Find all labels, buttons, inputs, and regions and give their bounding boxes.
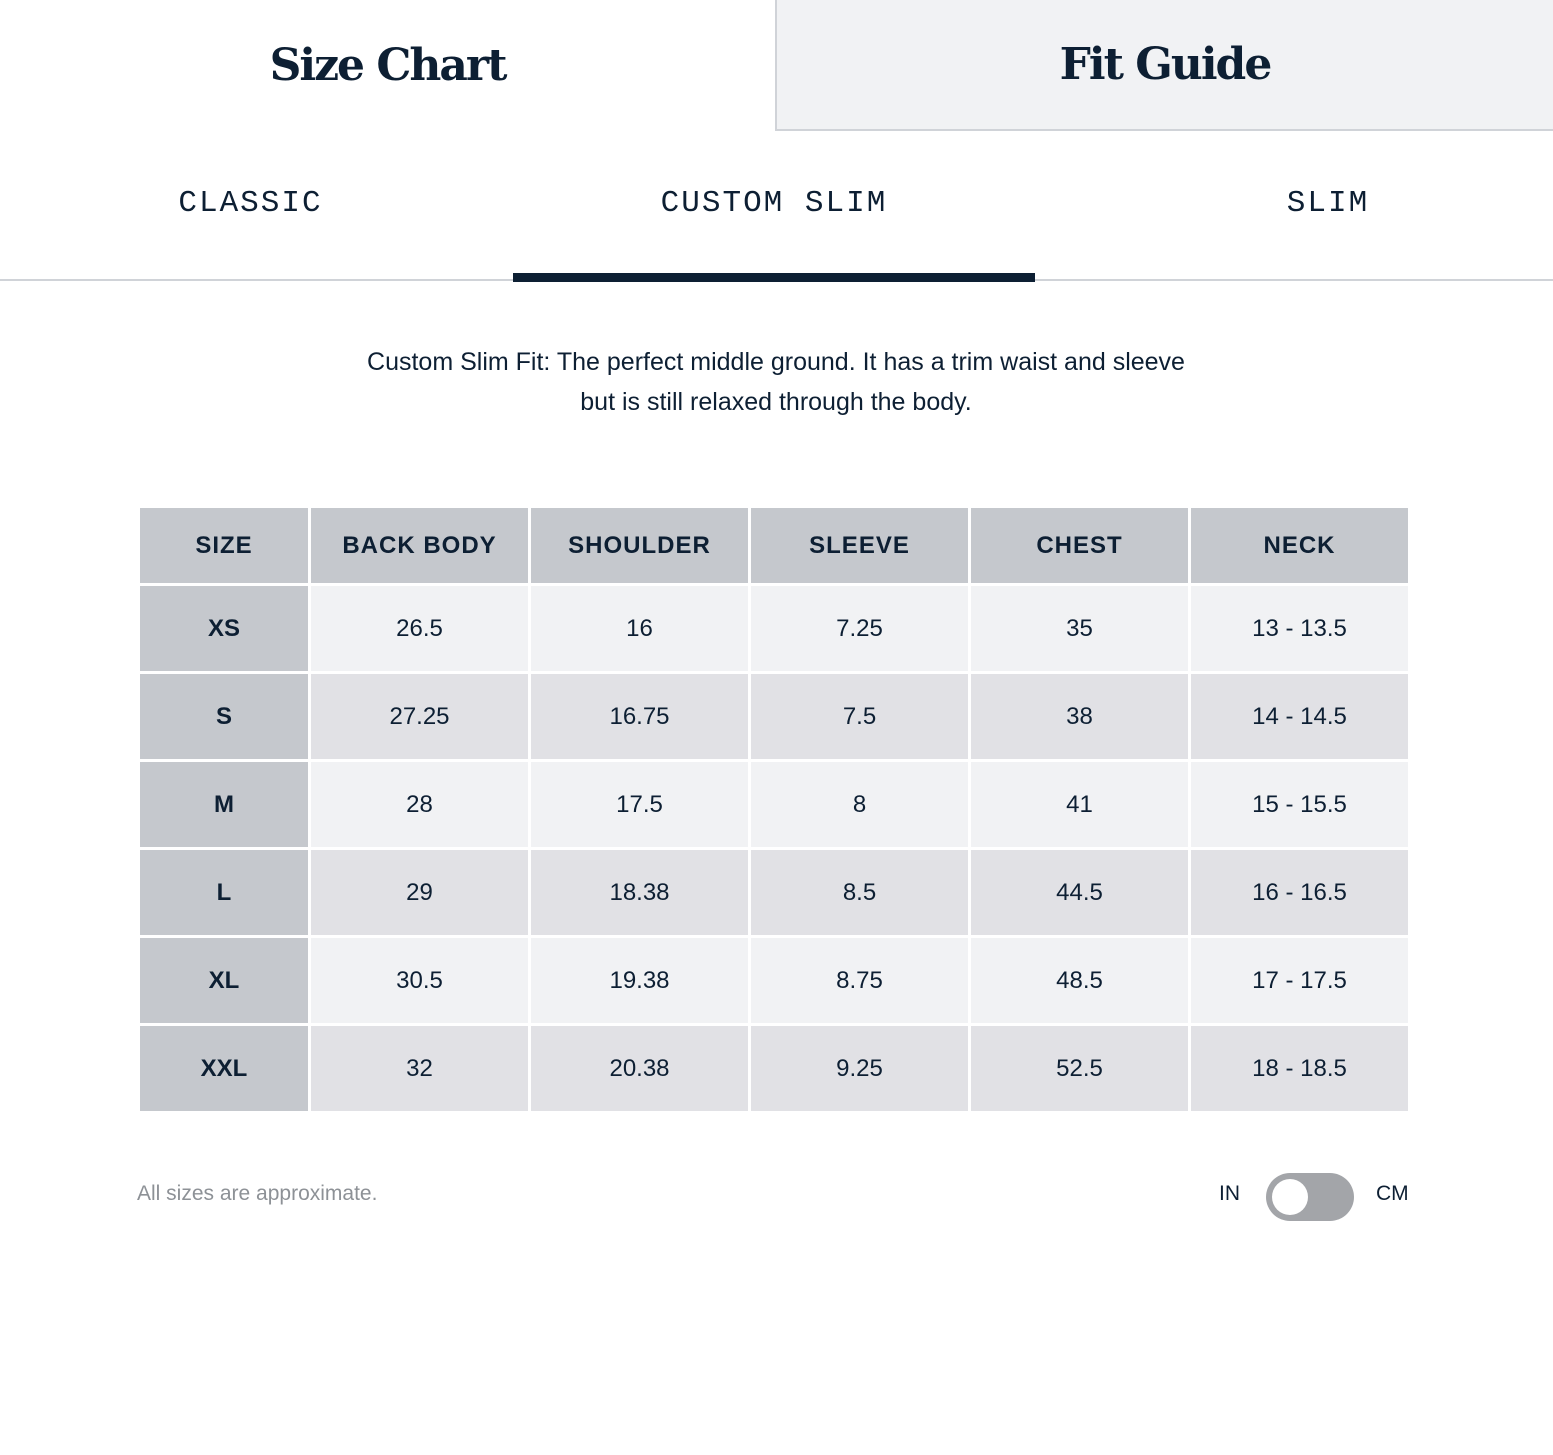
measurement-cell: 29 bbox=[311, 850, 528, 935]
header-shoulder: SHOULDER bbox=[531, 508, 748, 583]
measurement-cell: 19.38 bbox=[531, 938, 748, 1023]
measurement-cell: 16.75 bbox=[531, 674, 748, 759]
table-row bbox=[140, 586, 1408, 671]
tab-fit-guide[interactable]: Fit Guide bbox=[775, 0, 1553, 131]
measurement-cell: 15 - 15.5 bbox=[1191, 762, 1408, 847]
measurement-cell: 8.75 bbox=[751, 938, 968, 1023]
size-label-cell: XXL bbox=[140, 1026, 308, 1111]
measurement-cell: 35 bbox=[971, 586, 1188, 671]
measurement-cell: 16 - 16.5 bbox=[1191, 850, 1408, 935]
size-label-cell: XL bbox=[140, 938, 308, 1023]
measurement-cell: 17 - 17.5 bbox=[1191, 938, 1408, 1023]
measurement-cell: 38 bbox=[971, 674, 1188, 759]
measurement-cell: 32 bbox=[311, 1026, 528, 1111]
measurement-cell: 14 - 14.5 bbox=[1191, 674, 1408, 759]
approximate-note: All sizes are approximate. bbox=[137, 1182, 378, 1205]
table-row bbox=[140, 850, 1408, 935]
measurement-cell: 27.25 bbox=[311, 674, 528, 759]
measurement-cell: 26.5 bbox=[311, 586, 528, 671]
measurement-cell: 16 bbox=[531, 586, 748, 671]
measurement-cell: 44.5 bbox=[971, 850, 1188, 935]
size-label-cell: S bbox=[140, 674, 308, 759]
measurement-cell: 7.5 bbox=[751, 674, 968, 759]
fit-tabs bbox=[0, 131, 1553, 281]
toggle-knob bbox=[1272, 1179, 1308, 1215]
header-size: SIZE bbox=[140, 508, 308, 583]
top-tabs bbox=[0, 0, 1553, 131]
measurement-cell: 18 - 18.5 bbox=[1191, 1026, 1408, 1111]
fit-description-line-1: Custom Slim Fit: The perfect middle ground. It has a trim waist and sleeve bbox=[367, 348, 1185, 376]
size-label-cell: XS bbox=[140, 586, 308, 671]
table-row bbox=[140, 1026, 1408, 1111]
tab-size-chart[interactable]: Size Chart bbox=[0, 0, 775, 131]
header-sleeve: SLEEVE bbox=[751, 508, 968, 583]
unit-label-in: IN bbox=[1219, 1182, 1240, 1205]
header-neck: NECK bbox=[1191, 508, 1408, 583]
measurement-cell: 17.5 bbox=[531, 762, 748, 847]
table-row bbox=[140, 674, 1408, 759]
measurement-cell: 52.5 bbox=[971, 1026, 1188, 1111]
measurement-cell: 20.38 bbox=[531, 1026, 748, 1111]
measurement-cell: 8.5 bbox=[751, 850, 968, 935]
fit-tab-label: CUSTOM SLIM bbox=[660, 185, 888, 221]
fit-tab-label: SLIM bbox=[1286, 185, 1370, 221]
size-label-cell: L bbox=[140, 850, 308, 935]
header-chest: CHEST bbox=[971, 508, 1188, 583]
measurement-cell: 48.5 bbox=[971, 938, 1188, 1023]
measurement-cell: 28 bbox=[311, 762, 528, 847]
unit-toggle[interactable] bbox=[1266, 1173, 1354, 1221]
measurement-cell: 7.25 bbox=[751, 586, 968, 671]
measurement-cell: 30.5 bbox=[311, 938, 528, 1023]
measurement-cell: 18.38 bbox=[531, 850, 748, 935]
size-label-cell: M bbox=[140, 762, 308, 847]
active-tab-indicator bbox=[513, 273, 1035, 282]
fit-description bbox=[276, 342, 1276, 422]
table-row bbox=[140, 762, 1408, 847]
fit-tab-custom-slim[interactable] bbox=[513, 131, 1035, 279]
fit-tab-slim[interactable] bbox=[1035, 131, 1553, 279]
fit-description-line-2: but is still relaxed through the body. bbox=[580, 388, 972, 416]
size-table bbox=[137, 505, 1411, 1114]
table-row bbox=[140, 938, 1408, 1023]
unit-label-cm: CM bbox=[1376, 1182, 1409, 1205]
measurement-cell: 9.25 bbox=[751, 1026, 968, 1111]
measurement-cell: 13 - 13.5 bbox=[1191, 586, 1408, 671]
measurement-cell: 41 bbox=[971, 762, 1188, 847]
measurement-cell: 8 bbox=[751, 762, 968, 847]
fit-tab-label: CLASSIC bbox=[178, 185, 323, 221]
table-header-row bbox=[140, 508, 1408, 583]
header-back-body: BACK BODY bbox=[311, 508, 528, 583]
fit-tab-classic[interactable] bbox=[0, 131, 513, 279]
